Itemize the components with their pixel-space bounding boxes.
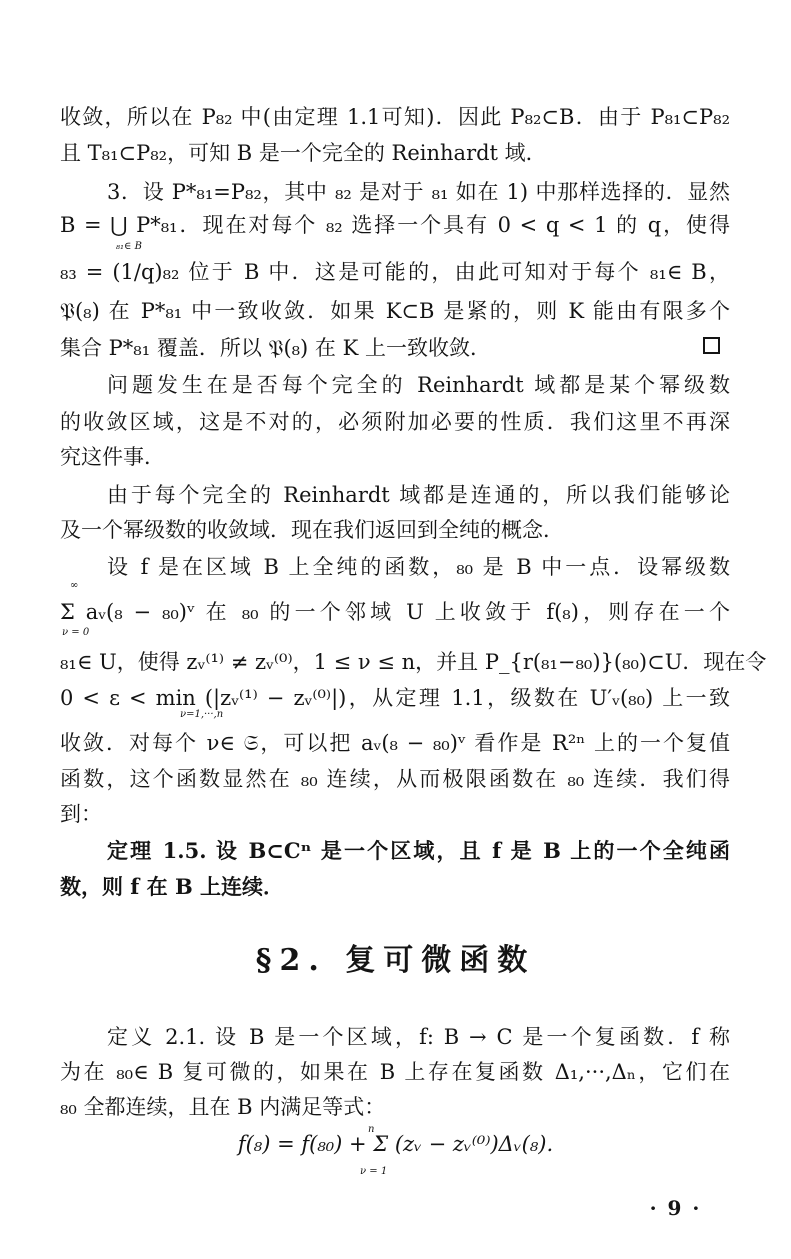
text-line-10: 究这件事． <box>60 445 165 469</box>
text-line-11: 由于每个完全的 Reinhardt 域都是连通的，所以我们能够论 <box>107 483 730 507</box>
union-subscript: ₈₁∈ B <box>116 241 142 252</box>
display-formula: f(₈) = f(₈₀) + Σ (zᵥ − zᵥ⁽⁰⁾)Δᵥ(₈). <box>237 1132 554 1156</box>
formula-sum-upper: n <box>368 1124 375 1135</box>
text-line-9: 的收敛区域，这是不对的，必须附加必要的性质．我们这里不再深 <box>60 410 730 434</box>
qed-square-icon <box>703 337 720 354</box>
section-heading: §2. 复可微函数 <box>255 943 536 978</box>
page-number: · 9 · <box>649 1196 702 1220</box>
text-line-1: 收敛，所以在 P₈₂ 中(由定理 1.1可知)．因此 P₈₂⊂B．由于 P₈₁⊂P₈₂ <box>60 105 730 129</box>
text-line-13: 设 f 是在区域 B 上全纯的函数，₈₀ 是 B 中一点．设幂级数 <box>107 555 730 579</box>
sum-lower-limit: ν = 0 <box>62 627 90 638</box>
text-line-15: ₈₁∈ U，使得 zᵥ⁽¹⁾ ≠ zᵥ⁽⁰⁾，1 ≤ ν ≤ n，并且 P_{r(₈₁−₈₀)}(₈₀)⊂U．现在令 <box>60 650 767 674</box>
min-index-range: ν=1,···,n <box>180 709 224 720</box>
definition-2-1-line-1: 定义 2.1. 设 B 是一个区域，f: B → C 是一个复函数．f 称 <box>107 1025 730 1049</box>
text-line-4: B = ⋃ P*₈₁．现在对每个 ₈₂ 选择一个具有 0 < q < 1 的 q，使得 <box>60 213 730 237</box>
text-line-5: ₈₃ = (1/q)₈₂ 位于 B 中．这是可能的，由此可知对于每个 ₈₁∈ B， <box>60 260 730 284</box>
theorem-1-5-line-2: 数，则 f 在 B 上连续． <box>60 874 285 899</box>
text-line-18: 函数，这个函数显然在 ₈₀ 连续，从而极限函数在 ₈₀ 连续．我们得 <box>60 767 730 791</box>
text-line-17: 收敛．对每个 ν∈ 𝔖，可以把 aᵥ(₈ − ₈₀)ᵛ 看作是 R²ⁿ 上的一个复值 <box>60 731 730 755</box>
theorem-1-5-line-1: 定理 1.5. 设 B⊂Cⁿ 是一个区域，且 f 是 B 上的一个全纯函 <box>107 838 730 863</box>
text-line-16: 0 < ε < min (|zᵥ⁽¹⁾ − zᵥ⁽⁰⁾|)，从定理 1.1，级数在 U′ᵥ(₈₀) 上一致 <box>60 686 730 710</box>
formula-sum-lower: ν = 1 <box>360 1166 388 1177</box>
text-line-7: 集合 P*₈₁ 覆盖．所以 𝔓(₈) 在 K 上一致收敛． <box>60 336 491 360</box>
text-line-3: 3．设 P*₈₁=P₈₂，其中 ₈₂ 是对于 ₈₁ 如在 1) 中那样选择的．显然 <box>107 180 730 204</box>
sum-upper-limit: ∞ <box>70 580 79 591</box>
text-line-6: 𝔓(₈) 在 P*₈₁ 中一致收敛．如果 K⊂B 是紧的，则 K 能由有限多个 <box>60 299 730 323</box>
text-line-2: 且 T₈₁⊂P₈₂，可知 B 是一个完全的 Reinhardt 域． <box>60 141 547 165</box>
definition-2-1-line-2: 为在 ₈₀∈ B 复可微的，如果在 B 上存在复函数 Δ₁,···,Δₙ，它们在 <box>60 1060 730 1084</box>
text-line-12: 及一个幂级数的收敛域．现在我们返回到全纯的概念． <box>60 518 564 542</box>
definition-2-1-line-3: ₈₀ 全都连续，且在 B 内满足等式： <box>60 1095 386 1119</box>
text-line-19: 到： <box>60 802 102 826</box>
text-line-8: 问题发生在是否每个完全的 Reinhardt 域都是某个幂级数 <box>107 373 730 397</box>
text-line-14: Σ aᵥ(₈ − ₈₀)ᵛ 在 ₈₀ 的一个邻域 U 上收敛于 f(₈)，则存在一个 <box>60 600 730 624</box>
